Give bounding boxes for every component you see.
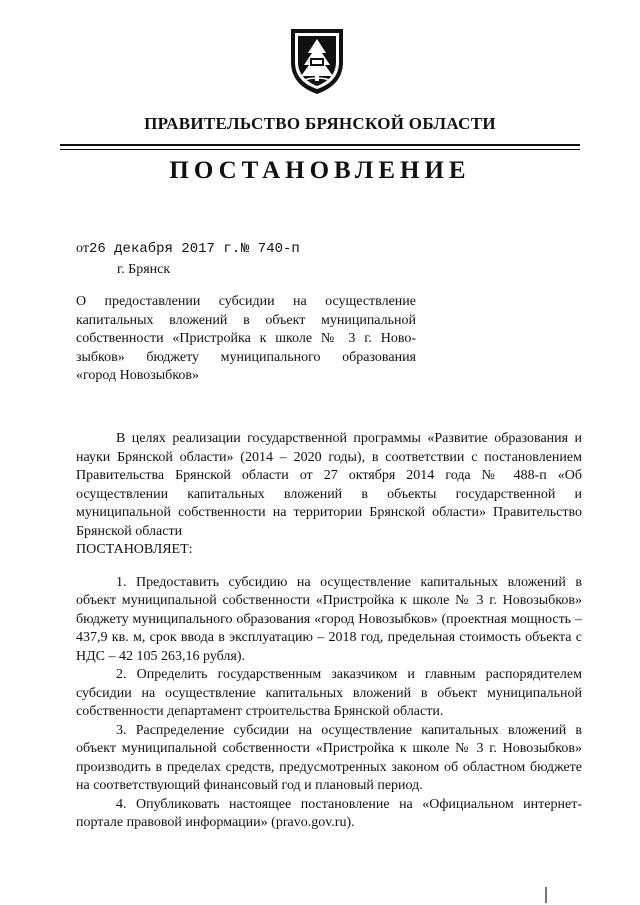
subject-line: капитальных вложений в объект муниципальной [76,312,416,328]
scan-mark [545,887,547,903]
subject-line: «город Новозыбков» [76,368,199,383]
header-divider [60,144,580,146]
document-body [76,430,582,833]
organization-name: ПРАВИТЕЛЬСТВО БРЯНСКОЙ ОБЛАСТИ [144,114,496,133]
resolution-item: 2. Определить государственным заказчиком и главным распорядителем субсидии на осуществление капитальных вложений в объект муниципальной собственности департамент строительства Брянской области. [76,667,582,719]
document-date: 26 декабря 2017 г. [88,241,241,257]
date-number-line [76,241,300,257]
subject-line: О предоставлении субсидии на осуществление [76,294,416,309]
coat-of-arms-icon [287,26,347,96]
document-type-title: ПОСТАНОВЛЕНИЕ [169,157,471,184]
subject-line: собственности «Пристройка к школе № 3 г. Ново- [76,331,416,346]
resolution-item: 3. Распределение субсидии на осуществление капитальных вложений в объект муниципальной собственности «Пристройка к школе № 3 г. Новозыбков» производить в пределах средств, предусмотренных законом об областном бюджете на соответствующий финансовый год и плановый период. [76,722,582,793]
resolves-heading: ПОСТАНОВЛЯЕТ: [76,542,193,557]
preamble-paragraph: В целях реализации государственной программы «Развитие образования и науки Брянской области» (2014 – 2020 годы), в соответствии с постановлением Правительства Брянской области от 27 октября 2014 года № 488-п «Об осуществлении капитальных вложений в объекты государственной и муниципальной собственности на территории Брянской области» Правительство Брянской области [76,431,582,539]
document-city: г. Брянск [117,262,171,277]
resolution-item: 4. Опубликовать настоящее постановление на «Официальном интернет-портале правовой информации» (pravo.gov.ru). [76,796,582,830]
date-prefix: от [76,241,89,256]
document-subject [76,293,416,386]
resolution-item: 1. Предоставить субсидию на осуществление капитальных вложений в объект муниципальной собственности «Пристройка к школе № 3 г. Новозыбков» бюджету муниципального образования «город Новозыбков» (проектная мощность – 437,9 кв. м, срок ввода в эксплуатацию – 2018 год, предельная стоимость объекта с НДС – 42 105 263,16 рубля). [76,574,582,664]
subject-line: зыбков» бюджету муниципального образования [76,349,416,365]
header-divider-thin [60,149,580,150]
document-number: № 740-п [241,241,300,257]
